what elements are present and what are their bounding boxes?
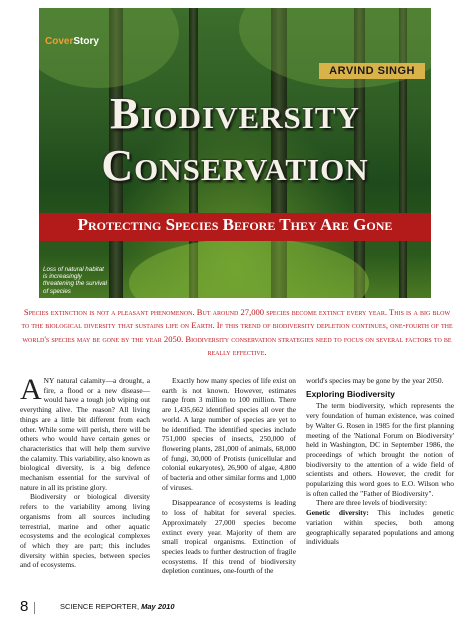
term-label: Genetic diversity: [306,508,369,518]
drop-cap: A [20,373,42,406]
paragraph-text: NY natural calamity—a drought, a fire, a flood or a new disease—would have a tough job wiping out everything alive. The reason? All living things are a little bit different from each other. While some will perish, there will be others who would have certain genes or characteristics that will help them survive the calamity. This variability, also known as biological diversity, is a big defence mechanism essential for the survival of nature in all its pristine glory. [20,376,150,492]
paragraph-text: This includes genetic variation within species, both among geographically separated populations and among individuals [306,508,454,547]
issue-date: May 2010 [141,602,175,611]
author-name: ARVIND SINGH [319,63,425,79]
footer-publication [60,602,175,611]
paragraph: The term biodiversity, which represents the very foundation of human existence, was coined by Walter G. Rosen in 1985 for the first planning meeting of the 'National Forum on Biodiversity' held in Washington, DC in September 1986, the proceedings of which brought the notion of biodiversity to the attention of a wide field of scientists and others. However, the credit for popularizing this word goes to E.O. Wilson who is often called the "Father of Biodiversity". [306,401,454,498]
paragraph: world's species may be gone by the year 2050. [306,376,444,385]
paragraph: Biodiversity or biological diversity refers to the variability among living organisms from all sources including terrestrial, marine and other aquatic ecosystems and the ecological complexes of which they are part; this includes diversity within species, between species and of ecosystems. [20,492,150,570]
subtitle: Protecting Species Before They Are Gone [77,215,393,234]
photo-caption: Loss of natural habitat is increasingly threatening the survival of species [43,266,107,295]
title-line-1: Biodiversity [110,89,360,138]
foliage [39,8,179,88]
paragraph: Exactly how many species of life exist on earth is not known. However, estimates range from 3 million to 100 million. There are 1,435,662 identified species all over the world. A large number of species are yet to be identified. The identified species include 751,000 species of insects, 250,000 of flowering plants, 281,000 of animals, 68,000 of fungi, 30,000 of Protists (unicellular and colonial eukaryotes), 26,900 of algae, 4,800 of bacteria and other similar forms and 1,000 of viruses. [162,376,296,492]
footer-divider [34,602,35,614]
page-number: 8 [20,598,29,615]
title-line-2: Conservation [101,141,369,190]
section-heading: Exploring Biodiversity [306,388,395,399]
paragraph: Disappearance of ecosystems is leading to loss of habitat for several species. Approximately 27,000 species become extinct every year. Majority of them are small tropical organisms. Extinction of species leads to further destruction of fragile ecosystems. If this trend of biodiversity depletion continues, one-fourth of the [162,498,296,576]
magazine-name: SCIENCE REPORTER, [60,602,140,611]
column-2 [162,376,296,576]
column-1 [20,373,150,570]
foliage [129,238,369,298]
intro-paragraph: Species extinction is not a pleasant phenomenon. But around 27,000 species become extinct every year. This is a big blow to the biological diversity that sustains life on Earth. If this trend of biodiversity depletion continues, one-fourth of the world's species may be gone by the year 2050. Biodiversity conservation strategies need to focus on several factors to be really effective. [21,307,453,358]
section-tag-story: Story [73,36,99,47]
cover-photo [39,8,431,298]
paragraph: There are three levels of biodiversity: [316,498,428,508]
section-tag [45,36,99,47]
paragraph [20,373,150,492]
page-footer [20,598,454,616]
paragraph [306,508,454,547]
section-tag-cover: Cover [45,36,74,47]
column-3 [306,376,454,547]
